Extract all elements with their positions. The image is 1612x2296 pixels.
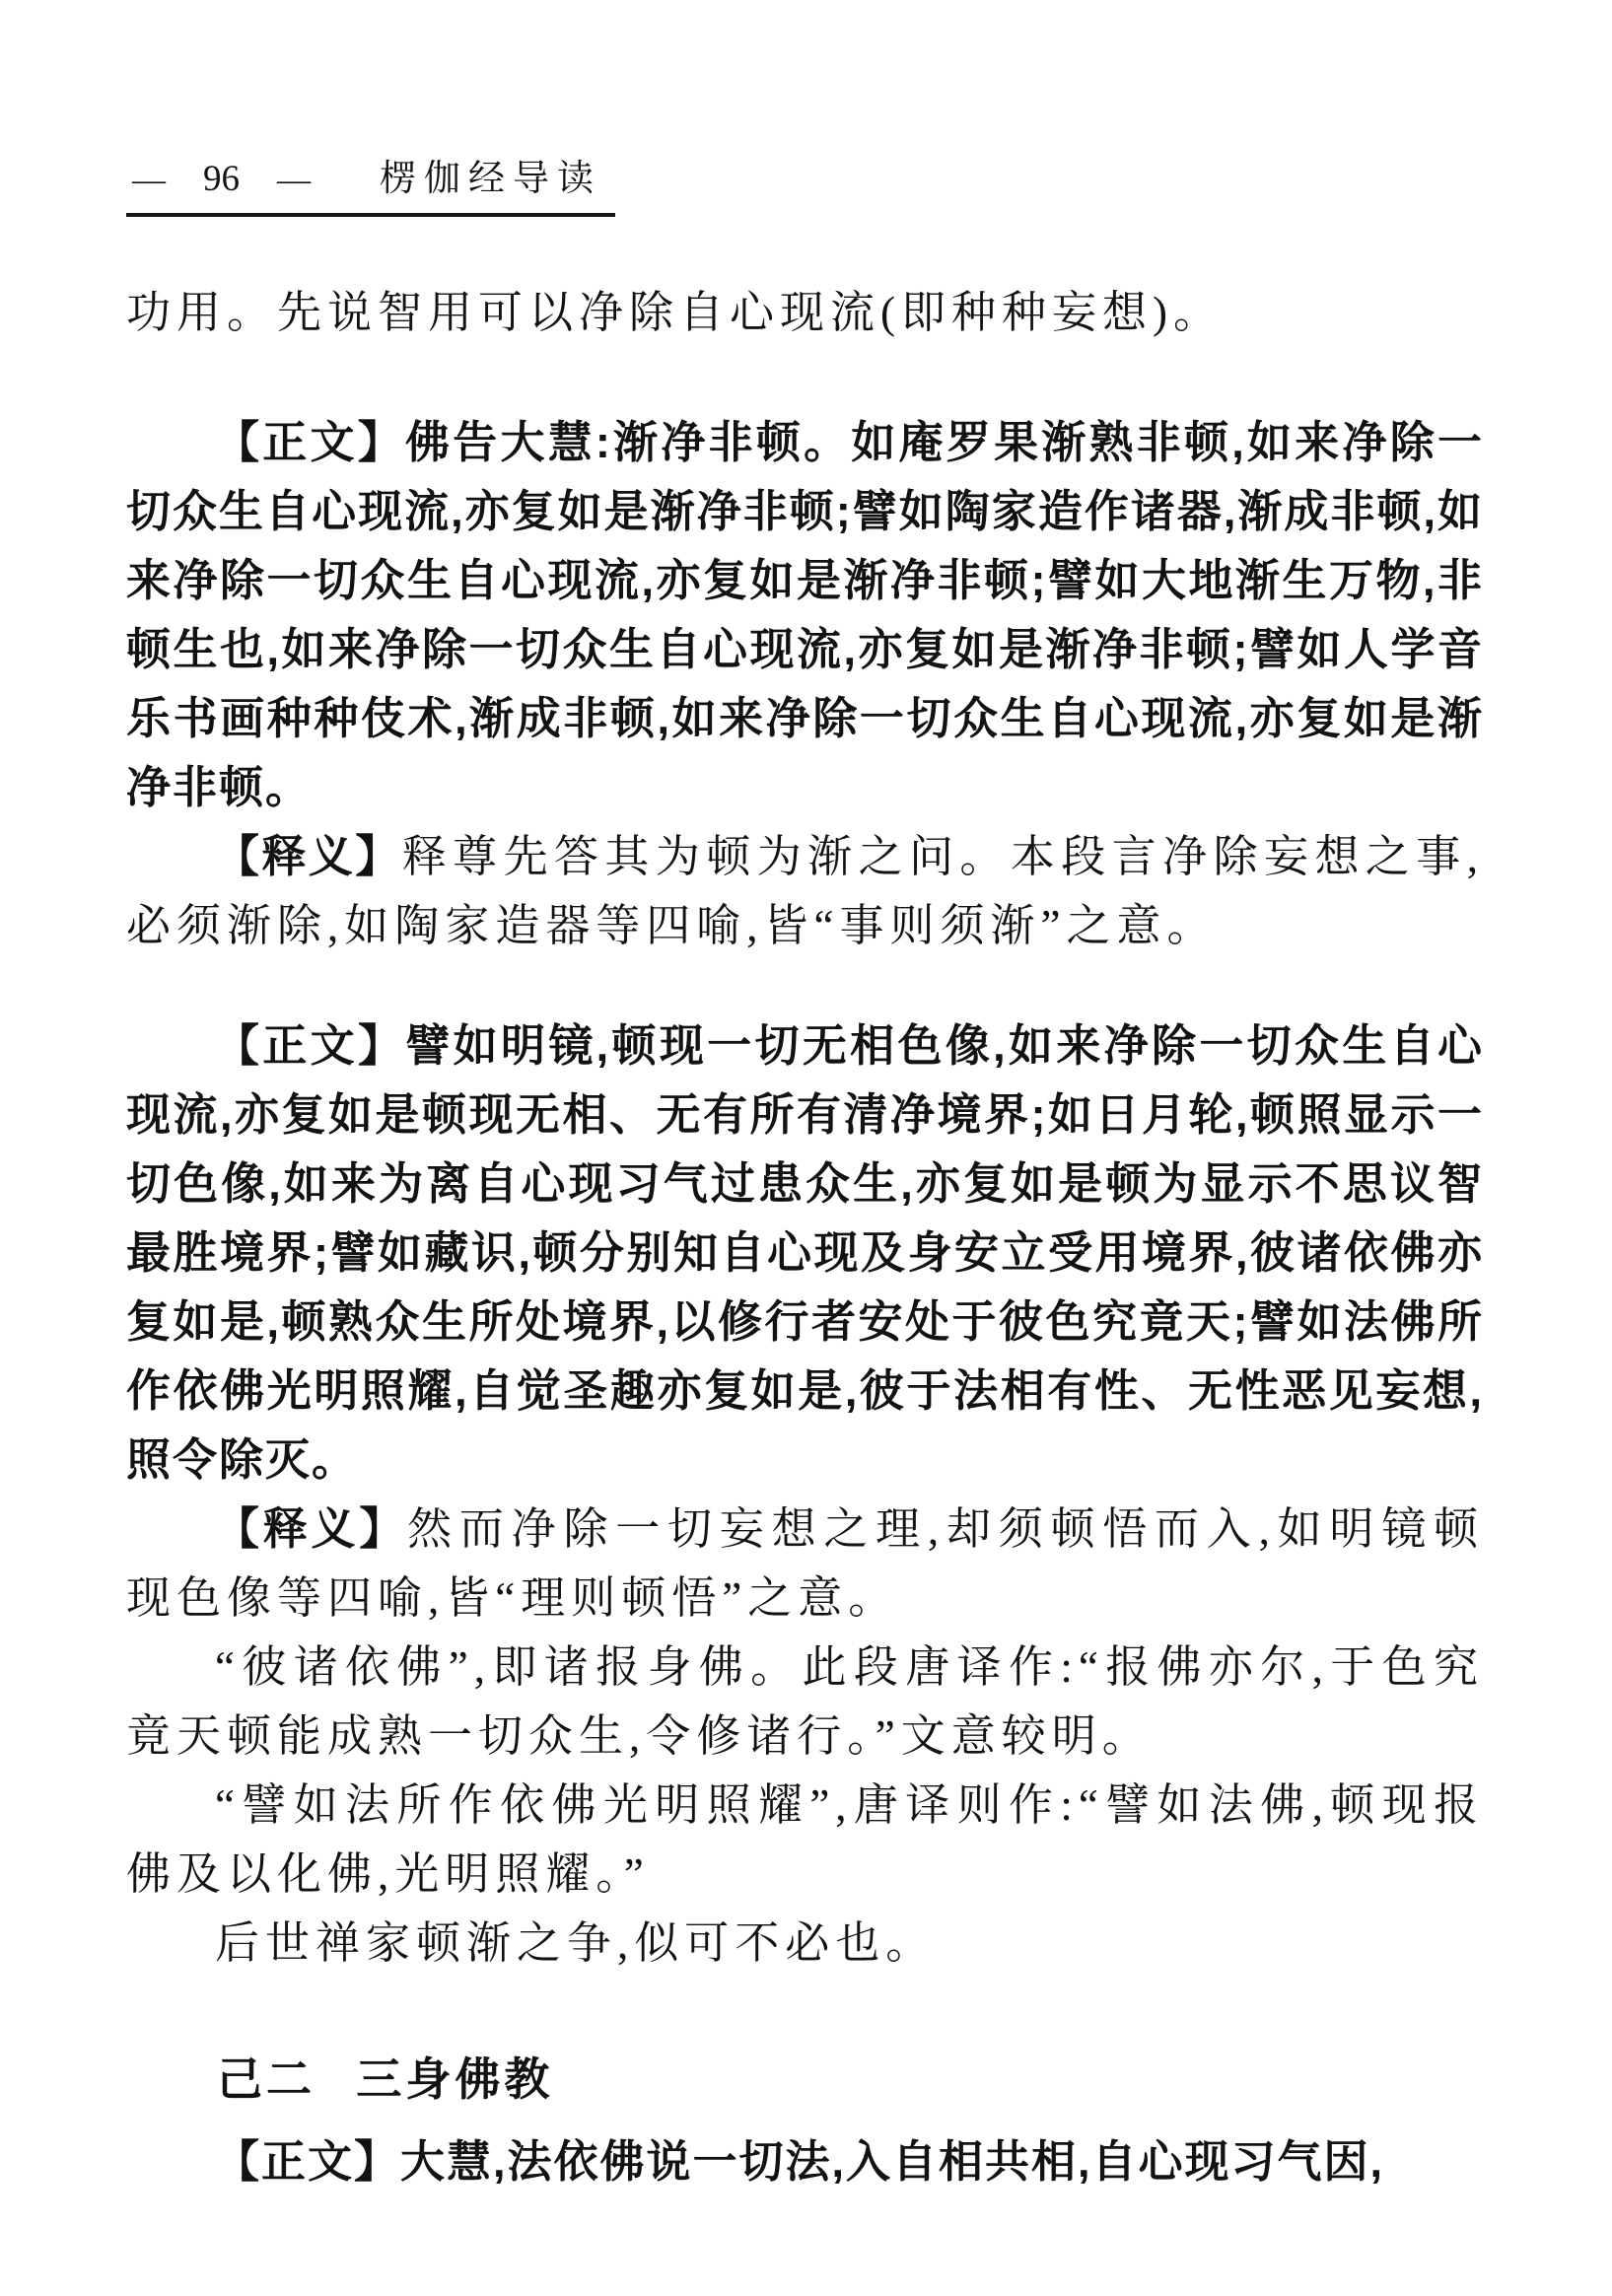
running-header xyxy=(126,148,1484,217)
zhengwen-paragraph-3 xyxy=(126,2127,1484,2196)
section-number: 己二 xyxy=(217,2053,315,2105)
header-dash-right: — xyxy=(277,162,311,198)
zhengwen-tag: 【正文】 xyxy=(215,1020,406,1071)
running-header-rule xyxy=(126,148,615,217)
shiyi-paragraph-1 xyxy=(126,822,1484,960)
zhengwen-text: 佛告大慧:渐净非顿。如庵罗果渐熟非顿,如来净除一切众生自心现流,亦复如是渐净非顿;譬如陶家造作诸器,渐成非顿,如来净除一切众生自心现流,亦复如是渐净非顿;譬如大地渐生万物,非顿生也,如来净除一切众生自心现流,亦复如是渐净非顿;譬如人学音乐书画种种伎术,渐成非顿,如来净除一切众生自心现流,亦复如是渐净非顿。 xyxy=(126,417,1484,812)
intro-paragraph xyxy=(126,278,1484,347)
commentary-note-2 xyxy=(126,1771,1484,1909)
shiyi-tag: 【释义】 xyxy=(215,1503,408,1554)
zhengwen-tag: 【正文】 xyxy=(215,2136,401,2187)
commentary-note-text: 后世禅家顿渐之争,似可不必也。 xyxy=(215,1918,937,1968)
shiyi-text: 然而净除一切妄想之理,却须顿悟而入,如明镜顿现色像等四喻,皆“理则顿悟”之意。 xyxy=(126,1504,1484,1623)
intro-paragraph-text: 功用。先说智用可以净除自心现流(即种种妄想)。 xyxy=(126,288,1224,337)
shiyi-text: 释尊先答其为顿为渐之问。本段言净除妄想之事,必须渐除,如陶家造器等四喻,皆“事则须渐”之意。 xyxy=(126,832,1484,950)
zhengwen-paragraph-2 xyxy=(126,1011,1484,1495)
page-number: 96 xyxy=(203,159,240,199)
section-title: 三身佛教 xyxy=(356,2053,554,2105)
zhengwen-tag: 【正文】 xyxy=(215,417,405,467)
shiyi-paragraph-2 xyxy=(126,1495,1484,1633)
commentary-note-3 xyxy=(126,1909,1484,1978)
book-title: 楞伽经导读 xyxy=(380,159,601,199)
header-dash-left: — xyxy=(132,162,166,198)
commentary-note-text: “彼诸依佛”,即诸报身佛。此段唐译作:“报佛亦尔,于色究竟天顿能成熟一切众生,令修诸行。”文意较明。 xyxy=(126,1642,1484,1761)
commentary-note-1 xyxy=(126,1633,1484,1771)
zhengwen-paragraph-1 xyxy=(126,408,1484,822)
commentary-note-text: “譬如法所作依佛光明照耀”,唐译则作:“譬如法佛,顿现报佛及以化佛,光明照耀。” xyxy=(126,1780,1484,1899)
shiyi-tag: 【释义】 xyxy=(215,831,402,881)
section-heading xyxy=(126,2045,1484,2114)
zhengwen-text: 大慧,法依佛说一切法,入自相共相,自心现习气因, xyxy=(400,2136,1385,2187)
zhengwen-text: 譬如明镜,顿现一切无相色像,如来净除一切众生自心现流,亦复如是顿现无相、无有所有清净境界;如日月轮,顿照显示一切色像,如来为离自心现习气过患众生,亦复如是顿为显示不思议智最胜境界;譬如藏识,顿分别知自心现及身安立受用境界,彼诸依佛亦复如是,顿熟众生所处境界,以修行者安处于彼色究竟天;譬如法佛所作依佛光明照耀,自觉圣趣亦复如是,彼于法相有性、无性恶见妄想,照令除灭。 xyxy=(126,1020,1484,1485)
